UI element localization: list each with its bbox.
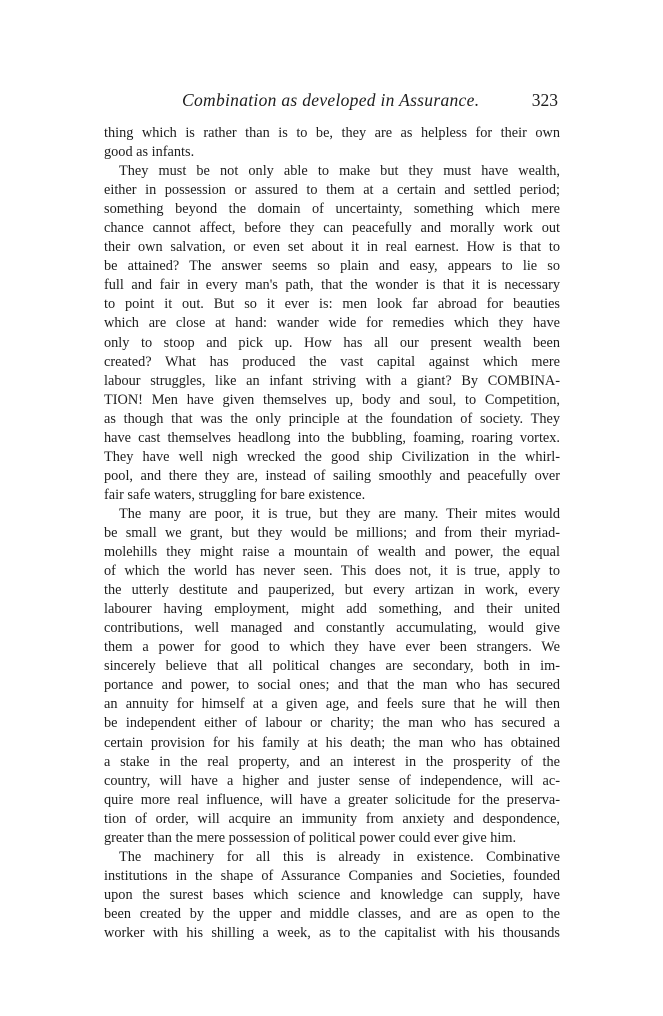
text-line: fair safe waters, struggling for bare existence.	[104, 486, 366, 503]
text-line: They have well nigh wrecked the good ship Civilization in the whirl-	[104, 448, 560, 465]
text-line: upon the surest bases which science and knowledge can supply, have	[104, 886, 560, 903]
text-line: to point it out. But so it ever is: men look far abroad for beauties	[104, 296, 560, 313]
page-number: 323	[531, 90, 558, 110]
text-line: be attained? The answer seems so plain and easy, appears to lie so	[104, 258, 560, 275]
text-line: thing which is rather than is to be, they are as helpless for their own	[104, 125, 560, 141]
running-head	[104, 90, 560, 114]
text-line: contributions, well managed and constantly accumulating, would give	[104, 620, 560, 637]
text-line: The machinery for all this is already in existence. Combinative	[119, 848, 560, 865]
text-line: They must be not only able to make but they must have wealth,	[119, 163, 560, 180]
body-text	[104, 124, 560, 943]
text-line: pool, and there they are, instead of sailing smoothly and peacefully over	[104, 467, 560, 484]
text-line: TION! Men have given themselves up, body and soul, to Competition,	[104, 391, 560, 408]
text-line: quire more real influence, will have a greater solicitude for the preserva-	[104, 791, 560, 808]
text-line: full and fair in every man's path, that the wonder is that it is necessary	[104, 277, 560, 294]
text-line: labourer having employment, might add something, and their united	[104, 601, 560, 618]
text-line: certain provision for his family at his death; the man who has obtained	[104, 734, 560, 751]
text-line: been created by the upper and middle classes, and are as open to the	[104, 905, 560, 922]
text-line: labour struggles, like an infant striving with a giant? By COMBINA-	[104, 372, 560, 389]
text-line: greater than the mere possession of political power could ever give him.	[104, 829, 517, 846]
text-line: the utterly destitute and pauperized, but every artizan in work, every	[104, 582, 560, 599]
text-line: country, will have a higher and juster sense of independence, will ac-	[104, 772, 560, 789]
text-line: The many are poor, it is true, but they are many. Their mites would	[119, 505, 560, 522]
text-line: have cast themselves headlong into the bubbling, foaming, roaring vortex.	[104, 429, 560, 446]
text-line: only to stoop and pick up. How has all our present wealth been	[104, 334, 560, 351]
text-line: either in possession or assured to them at a certain and settled period;	[104, 182, 560, 199]
text-line: of which the world has never seen. This does not, it is true, apply to	[104, 563, 560, 580]
text-line: be small we grant, but they would be millions; and from their myriad-	[104, 524, 560, 541]
text-line: tion of order, will acquire an immunity from anxiety and despondence,	[104, 810, 560, 827]
text-line: portance and power, to social ones; and that the man who has secured	[104, 677, 560, 694]
text-line: an annuity for himself at a given age, and feels sure that he will then	[104, 696, 560, 713]
text-line: created? What has produced the vast capital against which mere	[104, 353, 560, 370]
text-line: a stake in the real property, and an interest in the prosperity of the	[104, 753, 560, 770]
running-title: Combination as developed in Assurance.	[182, 90, 480, 110]
text-line: sincerely believe that all political changes are secondary, both in im-	[104, 658, 560, 675]
text-line: as though that was the only principle at the foundation of society. They	[104, 410, 560, 427]
text-line: molehills they might raise a mountain of wealth and power, the equal	[104, 544, 560, 561]
text-line: worker with his shilling a week, as to the capitalist with his thousands	[104, 924, 560, 941]
text-line: which are close at hand: wander wide for remedies which they have	[104, 315, 560, 332]
text-line: their own salvation, or even set about it in real earnest. How is that to	[104, 239, 560, 256]
text-line: them a power for good to which they have ever been strangers. We	[104, 639, 560, 656]
text-line: good as infants.	[104, 144, 195, 161]
text-line: be independent either of labour or charity; the man who has secured a	[104, 715, 560, 732]
text-line: something beyond the domain of uncertainty, something which mere	[104, 201, 560, 218]
text-line: institutions in the shape of Assurance Companies and Societies, founded	[104, 867, 560, 884]
text-line: chance cannot affect, before they can peacefully and morally work out	[104, 220, 560, 237]
